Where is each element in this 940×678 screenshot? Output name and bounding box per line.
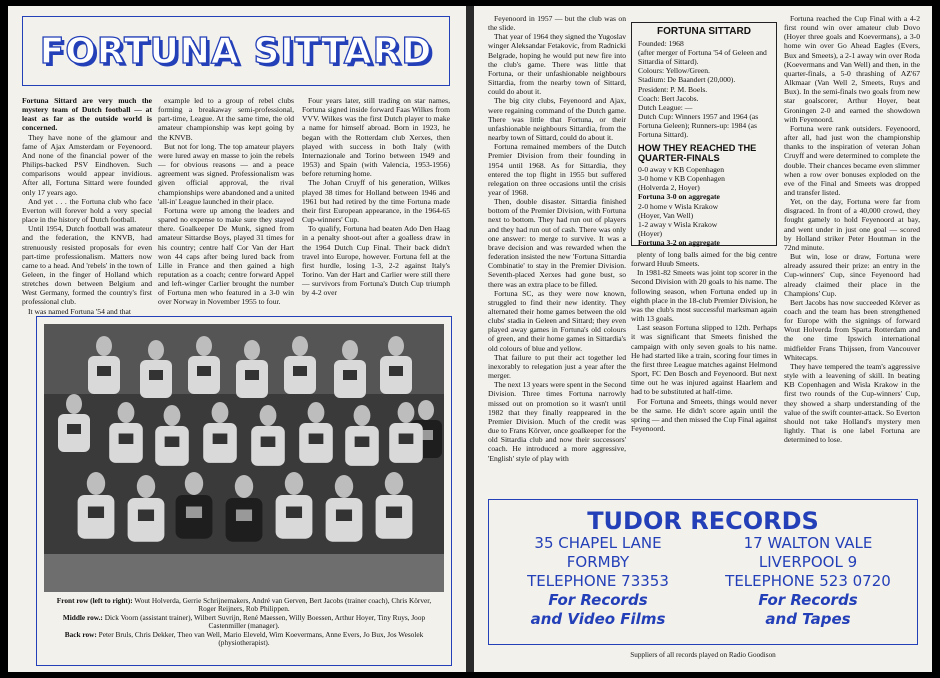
paragraph: Until 1954, Dutch football was amateur and the federation, the KNVB, had strenuously resisted proposals for even part-time professionalism. Matters now came to a head. And 'rebels' in the town of Geleen, in the finger of Holland which stretches down between Belgium and West Germany, formed the country's first professional club. bbox=[22, 224, 152, 307]
caption-middle-label: Middle row.: bbox=[62, 612, 103, 622]
team-photo-frame bbox=[36, 316, 452, 666]
paragraph: To qualify, Fortuna had beaten Ado Den Haag in a penalty shoot-out after a goalless draw in the 1964 Dutch Cup Final. Their back didn't travel into Europe, however. Fortuna fell at the first hurdle, losing 1-3, 2-2 against Italy's Torino. Van der Hart and Carlier were still there — survivors from Fortuna's Dutch Cup triumph by 4-2 over bbox=[302, 224, 450, 298]
paragraph: And yet . . . the Fortuna club who face Everton will forever hold a very special place in the history of Dutch football. bbox=[22, 196, 152, 225]
ad-right-telephone: TELEPHONE 523 0720 bbox=[725, 572, 891, 590]
facts-result-line: 2-0 home v Wisla Krakow bbox=[638, 201, 719, 211]
ad-right-tagline-1: For Records bbox=[758, 591, 858, 609]
facts-results bbox=[638, 165, 770, 247]
right-page bbox=[474, 6, 932, 672]
paragraph: They have tempered the team's aggressive style with a leavening of skill. In beating KB Copenhagen and Wisla Krakow in the first two rounds of the Cup-winners' Cup, they showed a sharp understanding of the value of the swift counter-attack. So Everton should not take Holland's mystery men lightly. That is one label Fortuna are determined to lose. bbox=[784, 361, 920, 445]
right-column-2 bbox=[631, 250, 777, 486]
paragraph: Last season Fortuna slipped to 12th. Perhaps it was significant that Smeets finished the campaign with only seven goals to his name. He had started like a train, scoring four times in the first three League matches against Helmond Sport, FC Den Bosch and Feyenoord. But next time out he was injured against Haarlem and had to be substituted at half-time. bbox=[631, 323, 777, 397]
photo-caption bbox=[47, 597, 441, 647]
ad-left-column bbox=[493, 534, 703, 629]
facts-line: Coach: Bert Jacobs. bbox=[638, 93, 699, 103]
paragraph: The big city clubs, Feyenoord and Ajax, were regaining command of the Dutch game. There was little that Fortuna, or their unfashionable neighbours Sittardia, from the nearby town of Sittard, could do about it. bbox=[488, 96, 626, 143]
caption-back-row bbox=[47, 631, 441, 648]
caption-middle-names: Dick Voorn (assistant trainer), Wilbert Suvrijn, René Maessen, Willy Boessen, Arthur Hoyer, Tiny Ruys, Joop Castenmiller (manager). bbox=[104, 612, 426, 631]
paragraph: Fortuna were up among the leaders and spared no expense to make sure they stayed there. Goalkeeper De Munk, signed from amateur Sittardse Boys, played 31 times for his country; centre half Cor Van der Hart won 44 caps after being lured back from Lille in France and then gained a high reputation as a coach; centre forward Appel and left-winger Carlier brought the number of Fortuna men who featured in a 3-0 win over Norway in November 1955 to four. bbox=[158, 205, 294, 307]
ad-left-tagline-2: and Video Films bbox=[530, 610, 666, 628]
paragraph: In 1981-82 Smeets was joint top scorer in the Second Division with 20 goals to his name. The following season, when Fortuna ended up in eighth place in the 18-club Premier Division, he was the club's most successful marksman again with 13 goals. bbox=[631, 268, 777, 324]
right-column-1 bbox=[488, 14, 626, 484]
left-column-3 bbox=[302, 96, 450, 308]
team-photo bbox=[44, 324, 444, 592]
paragraph: Then, double disaster. Sittardia finished bottom of the Premier Division, with Fortuna next to bottom. They had run out of players and they had run out of cash. There was only one answer: to merge to survive. It was a brave decision and was rewarded when the federation insisted the new 'Fortuna Sittardia Combinatie' to stay in the Premier Division. Seventh-placed Xerxes had gone bust, so there was an extra place to be filled. bbox=[488, 197, 626, 289]
facts-result-line: Fortuna 3-2 on aggregate bbox=[638, 237, 720, 247]
facts-result-line: (Hoyer, Van Well) bbox=[638, 210, 694, 220]
paragraph: The next 13 years were spent in the Second Division. Three times Fortuna narrowly missed out on promotion so it wasn't until 1982 that they finally reappeared in the Premier Division. Much of the credit was due to Frans Körver, once goalkeeper for the old Sittardia club and now their successors' coach. He introduced a more aggressive, 'English' style of play with bbox=[488, 380, 627, 463]
caption-front-names: Wout Holverda, Gerrie Schrijnemakers, André van Gerven, Bert Jacobs (trainer coach), Chris Körver, Roger Reijners, Rob Philippen. bbox=[134, 596, 432, 614]
paragraph: Fortuna reached the Cup Final with a 4-2 first round win over amateur club Dovo (Hoyer three goals and Koevermans), a 3-0 home win over Go Ahead Eagles (Evers, Bux and Smeets), a 2-1 away win over Roda (Koevermans and Van Well) and then, in the quarter-finals, a 5-0 thrashing of AZ'67 Alkmaar (Van Well 2, Smeets, Ruys and Bux). In the semi-finals two goals from new star goalscorer, Arthur Hoyer, beat Groningen 2-0 and earned the showdown with Feyenoord. bbox=[784, 14, 920, 124]
paragraph: Feyenoord in 1957 — but the club was on the slide. bbox=[488, 14, 626, 33]
facts-result-line: 0-0 away v KB Copenhagen bbox=[638, 165, 725, 175]
ad-title: TUDOR RECORDS bbox=[587, 507, 819, 535]
tudor-records-ad bbox=[488, 499, 918, 645]
facts-line: Stadium: De Baandert (20,000). bbox=[638, 75, 736, 85]
caption-middle-row bbox=[47, 614, 441, 631]
photo-ground bbox=[44, 554, 444, 592]
left-page bbox=[8, 6, 466, 672]
ad-right-column bbox=[703, 534, 913, 629]
left-column-2 bbox=[158, 96, 294, 308]
ad-right-address: 17 WALTON VALE bbox=[743, 534, 873, 552]
paragraph: That failure to put their act together led inexorably to relegation just a year after the merger. bbox=[488, 352, 626, 381]
paragraph: For Fortuna and Smeets, things would never be the same. He didn't score again until the spring — and then missed the Cup Final against Feyenoord. bbox=[631, 396, 777, 433]
ad-footer: Suppliers of all records played on Radio Goodison bbox=[630, 651, 776, 659]
magazine-spread bbox=[8, 6, 932, 672]
paragraph: plenty of long balls aimed for the big centre forward Huub Smeets. bbox=[631, 250, 777, 269]
team-photo-image bbox=[44, 324, 444, 592]
paragraph: Fortuna remained members of the Dutch Premier Division from their founding in 1954 until 1968. As for Sittardia, they entered the top flight in 1955 but suffered relegation on three occasions until the crisis year of 1968. bbox=[488, 142, 626, 197]
facts-line: Dutch League: — bbox=[638, 102, 693, 112]
facts-line: (after merger of Fortuna '54 of Geleen and Sittardia of Sittard). bbox=[638, 48, 767, 67]
facts-result-line: (Holverda 2, Hoyer) bbox=[638, 183, 700, 193]
paragraph: They have none of the glamour and fame of Ajax Amsterdam or Feyenoord. And none of the financial power of the Philips-backed PSV Eindhoven. Such comparisons would appear invidious. After all, Fortuna Sittard were founded only 17 years ago. bbox=[22, 132, 152, 197]
paragraph: The Johan Cruyff of his generation, Wilkes played 38 times for Holland between 1946 and 1961 but had retired by the time Fortuna made their first European appearance, in the 1964-65 Cup-winners' Cup. bbox=[302, 178, 450, 225]
paragraph: But not for long. The top amateur players were lured away en masse to join the rebels — for obvious reasons — and a peace agreement was signed. Professionalism was given official approval, the rival championships were abandoned and a united 'all-in' League launched in their place. bbox=[158, 141, 295, 206]
page-gutter bbox=[466, 6, 474, 672]
paragraph: Yet, on the day, Fortuna were far from disgraced. In front of a 40,000 crowd, they fought gamely to hold Feyenoord at bay, and went under in just one goal — scored by Holland striker Peter Houtman in the 72nd minute. bbox=[784, 197, 920, 252]
paragraph: Four years later, still trading on star names, Fortuna signed inside forward Faas Wilkes from VVV. Wilkes was the first Dutch player to make a name for himself abroad. Born in 1923, he began with the Rotterdam club Xerxes, then played with success in both Italy (with Internazionale and Torino between 1949 and 1953) and Spain (with Valencia, 1953-1956) before returning home. bbox=[302, 96, 450, 179]
ad-left-town: FORMBY bbox=[566, 553, 630, 571]
ad-right-town: LIVERPOOL 9 bbox=[758, 553, 858, 571]
facts-line: President: P. M. Boels. bbox=[638, 84, 708, 94]
paragraph: example led to a group of rebel clubs forming a breakaway semi-professional, part-time, League. At the same time, the old amateur championship was kept going by the KNVB. bbox=[158, 96, 294, 142]
facts-result-line: Fortuna 3-0 on aggregate bbox=[638, 192, 720, 202]
caption-back-label: Back row: bbox=[64, 629, 97, 639]
paragraph: Fortuna Sittard are very much the mystery team of Dutch football — at least as far as the outside world is concerned. bbox=[22, 96, 152, 133]
paragraph: It was named Fortuna '54 and that bbox=[28, 306, 132, 316]
facts-title: FORTUNA SITTARD bbox=[657, 26, 751, 37]
club-facts-box bbox=[631, 22, 777, 246]
facts-result-line: 3-0 home v KB Copenhagen bbox=[638, 174, 725, 184]
paragraph: Bert Jacobs has now succeeded Körver as coach and the team has been strengthened for Europe with the signings of forward Wout Holverda from Sparta Rotterdam and the one time Ipswich international midfielder Frans Thijssen, from Vancouver Whitecaps. bbox=[784, 297, 920, 362]
page-title: FORTUNA SITTARD bbox=[39, 30, 433, 72]
facts-result-line: (Hoyer) bbox=[638, 228, 663, 238]
paragraph: Fortuna SC, as they were now known, struggled to find their new identity. They alternated their home games between the old clubs' stadia in Geleen and Sittard; they even played away games in Fortuna's old colours of green, and their home games in Sittardia's old colours of blue and yellow. bbox=[488, 288, 626, 353]
left-column-1 bbox=[22, 96, 152, 316]
right-column-3 bbox=[784, 14, 920, 486]
facts-line: Founded: 1968 bbox=[638, 39, 684, 49]
facts-lines bbox=[638, 39, 770, 139]
paragraph: Fortuna were rank outsiders. Feyenoord, after all, had just won the championship thanks to the inspiration of veteran Johan Cruyff and were determined to complete the double. Their chances became even slimmer when a row over bonuses exploded on the eve of the Final and Smeets was dropped and transfer listed. bbox=[784, 123, 920, 197]
title-box bbox=[22, 16, 450, 86]
caption-front-label: Front row (left to right): bbox=[56, 596, 133, 605]
facts-result-line: 1-2 away v Wisla Krakow bbox=[638, 219, 718, 229]
caption-front-row bbox=[47, 597, 441, 614]
paragraph: But win, lose or draw, Fortuna were already assured their prize: an entry in the Cup-winners' Cup, since Feyenoord had already claimed their place in the Champions' Cup. bbox=[784, 252, 920, 298]
paragraph: That year of 1964 they signed the Yugoslav winger Aleksandar Fetakovic, from Radnicki Belgrade, hoping he would put new fire into the club's game. There was little that Fortuna, or their unfashionable neighbours Sittardia, from the nearby town of Sittard, could do about it. bbox=[488, 32, 626, 97]
ad-right-tagline-2: and Tapes bbox=[765, 610, 851, 628]
ad-left-tagline-1: For Records bbox=[548, 591, 648, 609]
facts-subtitle: HOW THEY REACHED THE QUARTER-FINALS bbox=[638, 143, 757, 164]
ad-left-address: 35 CHAPEL LANE bbox=[534, 534, 662, 552]
ad-left-telephone: TELEPHONE 73353 bbox=[527, 572, 669, 590]
facts-line: Dutch Cup: Winners 1957 and 1964 (as Fortuna Geleen); Runners-up: 1984 (as Fortuna Sittard). bbox=[638, 111, 759, 140]
facts-line: Colours: Yellow/Green. bbox=[638, 66, 710, 76]
caption-back-names: Peter Bruls, Chris Dekker, Theo van Well, Mario Eleveld, Wim Koevermans, Anne Evers, Jo Bux, Jos Wesolek (physiotherapist). bbox=[98, 629, 424, 648]
